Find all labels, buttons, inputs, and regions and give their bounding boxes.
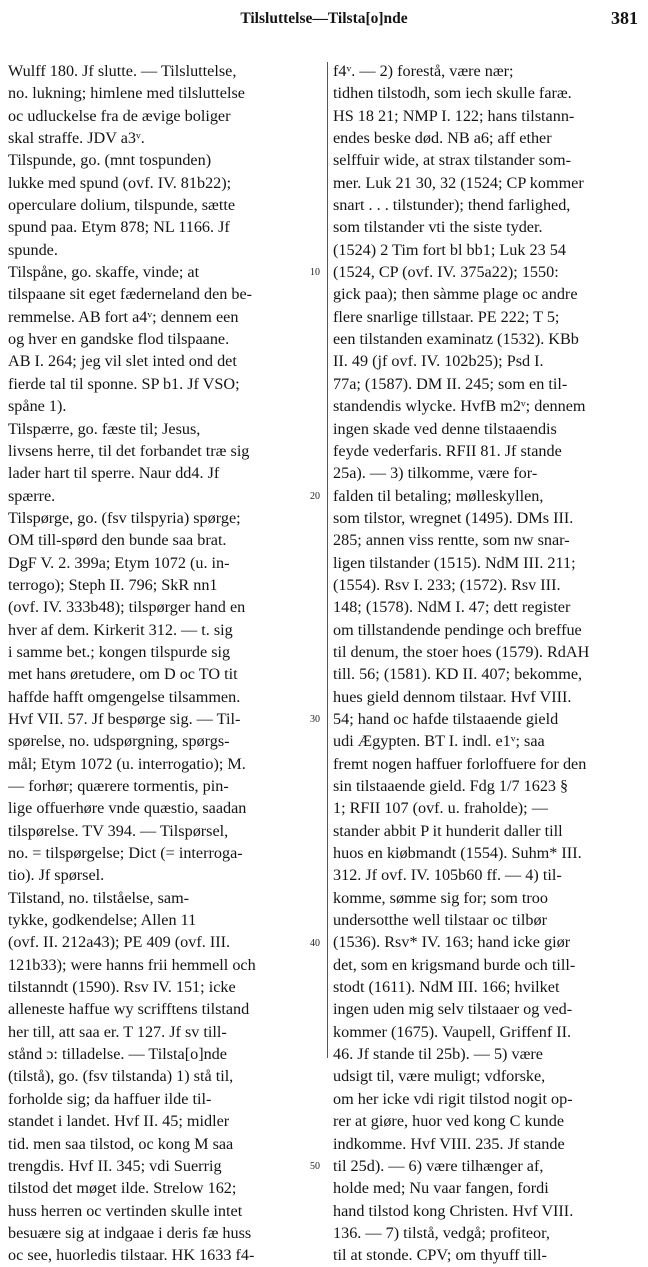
text-line: haffde hafft omgengelse tilsammen. (8, 687, 241, 706)
text-line: stander abbit P it hunderit daller till (333, 821, 563, 840)
text-line: lige offuerhøre vnde quæstio, saadan (8, 799, 247, 818)
text-line: som tilstander vti the siste tyder. (333, 218, 543, 237)
text-line: (1536). Rsv* IV. 163; hand icke giør (333, 933, 571, 952)
text-line: f4ᵛ. — 2) forestå, være nær; (333, 62, 514, 80)
page-header (0, 6, 648, 32)
text-line: endes beske død. NB a6; aff ether (333, 129, 552, 148)
text-line: Tilspunde, go. (mnt tospunden) (8, 151, 212, 170)
text-line: og hver en gandske flod tilspaane. (8, 330, 230, 349)
text-line: Hvf VII. 57. Jf bespørge sig. — Til- (8, 709, 241, 728)
text-line: tilstod det møget ilde. Strelow 162; (8, 1179, 237, 1198)
text-line: skal straffe. JDV a3ᵛ. (8, 129, 145, 148)
text-line: det, som en krigsmand burde och till- (333, 955, 576, 974)
text-line: mer. Luk 21 30, 32 (1524; CP kommer (333, 173, 584, 192)
text-line: snart . . . tilstunder); thend farlighed, (333, 196, 571, 215)
line-number: 40 (310, 937, 320, 949)
text-line: flere snarlige tillstaar. PE 222; T 5; (333, 307, 560, 326)
text-line: 46. Jf stande til 25b). — 5) være (333, 1045, 543, 1064)
text-line: selffuir wide, at strax tilstander som- (333, 151, 571, 170)
text-line: standendis wlycke. HvfB m2ᵛ; dennem (333, 397, 586, 416)
text-line: spørelse, no. udspørgning, spørgs- (8, 732, 230, 751)
text-line: Tilspåne, go. skaffe, vinde; at (8, 263, 200, 282)
text-line: undersotthe well tilstaar oc tilbør (333, 911, 547, 930)
text-line: stånd ɔ: tilladelse. — Tilsta[o]nde (8, 1045, 227, 1064)
line-number: 10 (310, 267, 320, 279)
text-line: tio). Jf spørsel. (8, 866, 105, 885)
text-line: 312. Jf ovf. IV. 105b60 ff. — 4) til- (333, 866, 562, 885)
text-line: indkomme. Hvf VIII. 235. Jf stande (333, 1134, 565, 1153)
text-line: til at stonde. CPV; om thyuff till- (333, 1246, 547, 1265)
text-line: spærre. (8, 486, 56, 505)
text-line: fierde tal til sponne. SP b1. Jf VSO; (8, 374, 240, 393)
text-line: trengdis. Hvf II. 345; vdi Suerrig (8, 1156, 222, 1175)
text-line: hues gield dennom tilstaar. Hvf VIII. (333, 687, 572, 706)
text-line: tid. men saa tilstod, oc kong M saa (8, 1134, 234, 1153)
text-line: ingen skade ved denne tilstaaendis (333, 419, 557, 438)
text-line: spåne 1). (8, 397, 67, 416)
text-line: HS 18 21; NMP I. 122; hans tilstann- (333, 106, 575, 125)
text-line: hand tilstod kong Christen. Hvf VIII. (333, 1201, 574, 1220)
text-line: forholde sig; da haffuer ilde til- (8, 1089, 212, 1108)
text-line: remmelse. AB fort a4ᵛ; dennem een (8, 307, 239, 326)
text-line: ingen uden mig selv tilstaaer og ved- (333, 1000, 573, 1019)
text-line: spunde. (8, 240, 58, 259)
text-line: no. = tilspørgelse; Dict (= interroga- (8, 844, 243, 863)
text-line: komme, sømme sig for; som troo (333, 888, 548, 907)
text-line: alleneste haffue wy scrifftens tilstand (8, 1000, 250, 1019)
text-line: (1524) 2 Tim fort bl bb1; Luk 23 54 (333, 240, 566, 259)
text-line: udsigt til, være muligt; vdforske, (333, 1067, 546, 1086)
text-line: 148; (1578). NdM I. 47; dett register (333, 598, 571, 617)
text-line: oc see, huorledis tilstaar. HK 1633 f4- (8, 1246, 255, 1265)
text-line: — forhør; quærere tormentis, pin- (8, 777, 229, 795)
text-line: 136. — 7) tilstå, vedgå; profiteor, (333, 1223, 550, 1242)
text-line: her till, att saa er. T 127. Jf sv till- (8, 1022, 227, 1041)
text-line: tilspørelse. TV 394. — Tilspørsel, (8, 821, 229, 840)
text-line: oc udluckelse fra de ævige boliger (8, 106, 231, 125)
text-line: tilspaane sit eget fæderneland den be- (8, 285, 253, 304)
text-line: fremt nogen haffuer forloffuere for den (333, 754, 587, 773)
text-line: mål; Etym 1072 (u. interrogatio); M. (8, 754, 246, 773)
text-line: DgF V. 2. 399a; Etym 1072 (u. in- (8, 553, 230, 572)
text-line: til 25d). — 6) være tilhænger af, (333, 1156, 544, 1175)
text-line: 25a). — 3) tilkomme, være for- (333, 464, 538, 483)
text-line: om tillstandende pendinge och breffue (333, 620, 582, 639)
text-line: standet i landet. Hvf II. 45; midler (8, 1112, 230, 1131)
page-number: 381 (611, 8, 638, 28)
text-line: gick paa); then sàmme plage oc andre (333, 285, 578, 304)
line-number: 30 (310, 714, 320, 726)
text-line: rer at giøre, huor ved kong C kunde (333, 1112, 565, 1131)
text-line: ligen tilstander (1515). NdM III. 211; (333, 553, 576, 572)
left-column (8, 60, 314, 1267)
text-line: lader hart til sperre. Naur dd4. Jf (8, 464, 220, 483)
text-line: 1; RFII 107 (ovf. u. fraholde); — (333, 799, 548, 818)
text-line: no. lukning; himlene med tilsluttelse (8, 84, 245, 103)
text-line: (1524, CP (ovf. IV. 375a22); 1550: (333, 263, 559, 282)
column-divider (327, 62, 328, 1058)
text-line: som tilstor, wregnet (1495). DMs III. (333, 508, 574, 527)
text-line: til denum, the stoer hoes (1579). RdAH (333, 642, 590, 661)
text-line: om her icke vdi rigit tilstod nogit op- (333, 1089, 573, 1108)
text-line: 285; annen viss rentte, som nw snar- (333, 531, 570, 550)
text-line: tidhen tilstodh, som iech skulle faræ. (333, 84, 572, 103)
text-line: II. 49 (jf ovf. IV. 102b25); Psd I. (333, 352, 544, 371)
text-line: terrogo); Steph II. 796; SkR nn1 (8, 575, 218, 594)
text-line: hver af dem. Kirkerit 312. — t. sig (8, 620, 233, 639)
text-line: kommer (1675). Vaupell, Griffenf II. (333, 1022, 572, 1041)
text-line: (ovf. II. 212a43); PE 409 (ovf. III. (8, 933, 231, 952)
text-line: holde med; Nu vaar fangen, fordi (333, 1179, 549, 1198)
text-line: lukke med spund (ovf. IV. 81b22); (8, 173, 232, 192)
text-line: livsens herre, til det forbandet træ sig (8, 441, 250, 460)
text-line: 121b33); were hanns frii hemmell och (8, 955, 256, 974)
text-line: (tilstå), go. (fsv tilstanda) 1) stå til, (8, 1067, 234, 1086)
text-line: spund paa. Etym 878; NL 1166. Jf (8, 218, 230, 237)
text-line: till. 56; (1581). KD II. 407; bekomme, (333, 665, 583, 684)
text-line: huos en kiøbmandt (1554). Suhm* III. (333, 844, 582, 863)
line-number: 20 (310, 490, 320, 502)
line-number: 50 (310, 1161, 320, 1173)
text-line: met hans øretudere, om D oc TO tit (8, 665, 238, 684)
text-line: sin tilstaaende gield. Fdg 1/7 1623 § (333, 777, 569, 795)
text-line: tilstanndt (1590). Rsv IV. 151; icke (8, 978, 236, 997)
text-line: Tilstand, no. tilståelse, sam- (8, 888, 190, 907)
text-line: falden til betaling; mølleskyllen, (333, 486, 544, 505)
text-line: 54; hand oc hafde tilstaaende gield (333, 709, 559, 728)
text-line: Tilspærre, go. fæste til; Jesus, (8, 419, 201, 438)
text-line: (ovf. IV. 333b48); tilspørger hand en (8, 598, 246, 617)
text-line: huss herren oc vertinden skulle intet (8, 1201, 243, 1220)
text-line: stodt (1611). NdM III. 166; hvilket (333, 978, 560, 997)
text-line: i samme bet.; kongen tilspurde sig (8, 642, 231, 661)
text-line: udi Ægypten. BT I. indl. e1ᵛ; saa (333, 732, 545, 751)
text-line: Wulff 180. Jf slutte. — Tilsluttelse, (8, 62, 237, 80)
text-line: tykke, godkendelse; Allen 11 (8, 911, 197, 930)
text-line: AB I. 264; jeg vil slet inted ond det (8, 352, 237, 371)
text-line: Tilspørge, go. (fsv tilspyria) spørge; (8, 508, 241, 527)
text-line: operculare dolium, tilspunde, sætte (8, 196, 236, 215)
text-line: een tilstanden examinatz (1532). KBb (333, 330, 579, 349)
text-line: besuære sig at indgaae i deris fæ huss (8, 1223, 252, 1242)
text-line: OM till-spørd den bunde saa brat. (8, 531, 227, 550)
text-line: (1554). Rsv I. 233; (1572). Rsv III. (333, 575, 561, 594)
text-line: feyde vederfaris. RFII 81. Jf stande (333, 441, 562, 460)
text-line: 77a; (1587). DM II. 245; som en til- (333, 374, 568, 393)
running-head: Tilsluttelse—Tilsta[o]nde (240, 10, 408, 27)
right-column (333, 60, 641, 1267)
